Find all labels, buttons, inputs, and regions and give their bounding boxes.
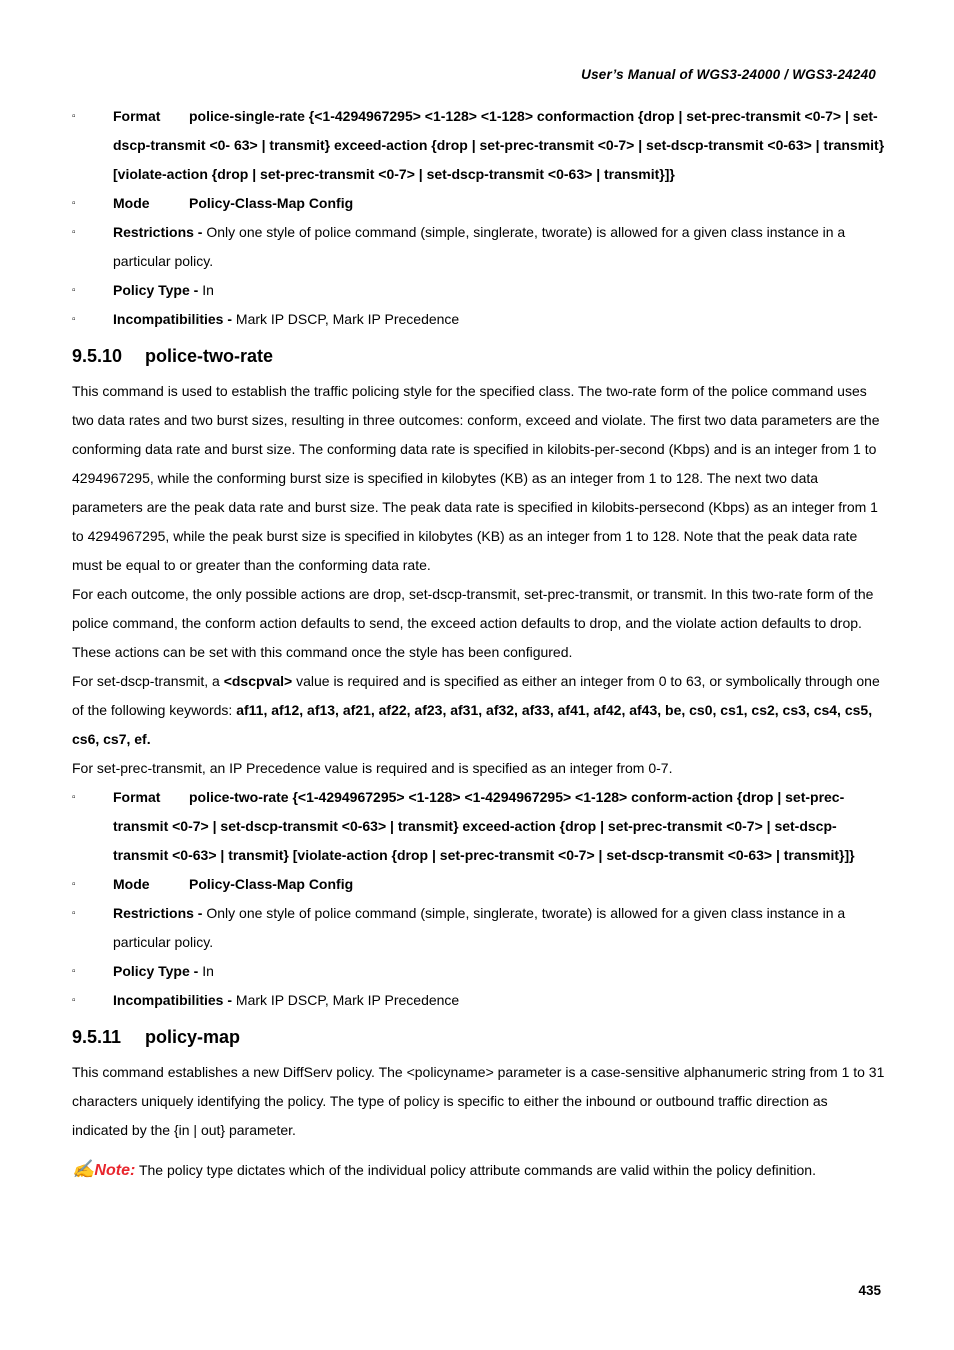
paragraph: This command establishes a new DiffServ policy. The <policyname> parameter is a case-sensitive alphanumeric string from 1 to 31 characters uniquely identifying the policy. The type of policy is specific to either the inbound or outbound traffic direction as indicated by the {in | out} parameter. xyxy=(72,1064,885,1138)
restrictions-text: Only one style of police command (simple, singlerate, tworate) is allowed for a given class instance in a particular policy. xyxy=(113,905,846,950)
mode-label: Mode xyxy=(113,876,150,892)
incompatibilities-text: Mark IP DSCP, Mark IP Precedence xyxy=(232,992,460,1008)
incompatibilities-item xyxy=(72,305,887,334)
section-title: policy-map xyxy=(145,1027,241,1047)
incompatibilities-label: Incompatibilities - xyxy=(113,311,233,327)
dscp-keyword-list: af11, af12, af13, af21, af22, af23, af31, af32, af33, af41, af42, af43, be, cs0, cs1, cs2, cs3, cs4, cs5, cs6, cs7, ef. xyxy=(72,702,873,747)
square-bullet-icon: ▫ xyxy=(72,314,76,325)
paragraph-text: value is required and is specified as either an integer from 0 to 63, or symbolically through one of the following keywords: xyxy=(72,673,880,718)
policy-type-label: Policy Type - xyxy=(113,282,199,298)
mode-value: Policy-Class-Map Config xyxy=(189,195,354,211)
format-command: police-single-rate {<1-4294967295> <1-128> <1-128> conformaction {drop | set-prec-transmit <0-7> | set-dscp-transmit <0- 63> | transmit} exceed-action {drop | set-prec-transmit <0-7> | set-dscp-transmit <0-63> | transmit} [violate-action {drop | set-prec-transmit <0-7> | set-dscp-transmit <0-63> | transmit}]} xyxy=(113,108,885,182)
incompatibilities-item xyxy=(72,986,887,1015)
page-content xyxy=(72,102,887,1185)
restrictions-label: Restrictions - xyxy=(113,224,203,240)
page-number: 435 xyxy=(858,1283,881,1298)
paragraph: This command is used to establish the traffic policing style for the specified class. The two-rate form of the police command uses two data rates and two burst sizes, resulting in three outcomes: conform, exceed and violate. The first two data parameters are the conforming data rate and burst size. The conforming data rate is specified in kilobits-per-second (Kbps) and is an integer from 1 to 4294967295, while the conforming burst size is specified in kilobytes (KB) as an integer from 1 to 128. The next two data parameters are the peak data rate and burst size. The peak data rate is specified in kilobits-persecond (Kbps) as an integer from 1 to 4294967295, while the peak burst size is specified in kilobytes (KB) as an integer from 1 to 128. Note that the peak data rate must be equal to or greater than the conforming data rate. xyxy=(72,383,880,573)
dscpval-keyword: <dscpval> xyxy=(223,673,293,689)
format-item xyxy=(72,783,887,870)
square-bullet-icon: ▫ xyxy=(72,879,76,890)
paragraph: For set-prec-transmit, an IP Precedence value is required and is specified as an integer from 0-7. xyxy=(72,760,673,776)
note-text: The policy type dictates which of the individual policy attribute commands are valid within the policy definition. xyxy=(135,1162,816,1178)
restrictions-label: Restrictions - xyxy=(113,905,203,921)
square-bullet-icon: ▫ xyxy=(72,995,76,1006)
policy-type-item xyxy=(72,276,887,305)
page-header: User’s Manual of WGS3-24000 / WGS3-24240 xyxy=(581,67,876,82)
policy-type-label: Policy Type - xyxy=(113,963,199,979)
policy-type-text: In xyxy=(198,963,214,979)
paragraph xyxy=(72,667,887,754)
mode-value: Policy-Class-Map Config xyxy=(189,876,354,892)
section-heading-9-5-11 xyxy=(72,1025,887,1049)
format-label: Format xyxy=(113,108,161,124)
restrictions-item xyxy=(72,218,887,276)
square-bullet-icon: ▫ xyxy=(72,285,76,296)
square-bullet-icon: ▫ xyxy=(72,908,76,919)
square-bullet-icon: ▫ xyxy=(72,792,76,803)
format-item xyxy=(72,102,887,189)
incompatibilities-text: Mark IP DSCP, Mark IP Precedence xyxy=(232,311,460,327)
policy-type-item xyxy=(72,957,887,986)
paragraph: For each outcome, the only possible actions are drop, set-dscp-transmit, set-prec-transmit, or transmit. In this two-rate form of the police command, the conform action defaults to send, the exceed action defaults to drop, and the violate action defaults to drop. These actions can be set with this command once the style has been configured. xyxy=(72,586,874,660)
square-bullet-icon: ▫ xyxy=(72,227,76,238)
note-label: Note: xyxy=(94,1162,136,1179)
restrictions-item xyxy=(72,899,887,957)
mode-item xyxy=(72,189,887,218)
section-number: 9.5.11 xyxy=(72,1027,122,1047)
restrictions-text: Only one style of police command (simple, singlerate, tworate) is allowed for a given class instance in a particular policy. xyxy=(113,224,846,269)
square-bullet-icon: ▫ xyxy=(72,966,76,977)
policy-type-text: In xyxy=(198,282,214,298)
section-number: 9.5.10 xyxy=(72,346,123,366)
note-box xyxy=(72,1155,887,1185)
hand-writing-icon: ✍ xyxy=(72,1159,95,1179)
format-command: police-two-rate {<1-4294967295> <1-128> <1-4294967295> <1-128> conform-action {drop | set-prec-transmit <0-7> | set-dscp-transmit <0-63> | transmit} exceed-action {drop | set-prec-transmit <0-7> | set-dscp-transmit <0-63> | transmit} [violate-action {drop | set-prec-transmit <0-7> | set-dscp-transmit <0-63> | transmit}]} xyxy=(113,789,855,863)
format-label: Format xyxy=(113,789,161,805)
section-heading-9-5-10 xyxy=(72,344,887,368)
square-bullet-icon: ▫ xyxy=(72,198,76,209)
section-title: police-two-rate xyxy=(145,346,274,366)
mode-label: Mode xyxy=(113,195,150,211)
incompatibilities-label: Incompatibilities - xyxy=(113,992,233,1008)
mode-item xyxy=(72,870,887,899)
square-bullet-icon: ▫ xyxy=(72,111,76,122)
paragraph-text: For set-dscp-transmit, a xyxy=(72,673,224,689)
